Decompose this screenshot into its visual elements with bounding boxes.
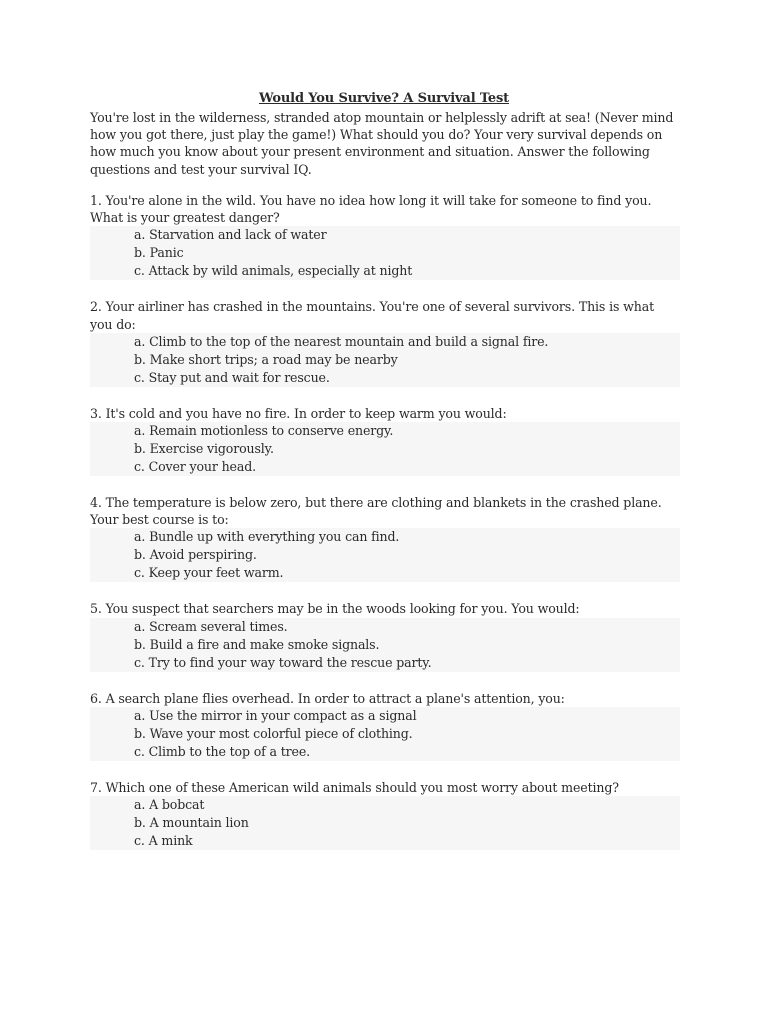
- option-c: c. Stay put and wait for rescue.: [134, 369, 330, 385]
- question-text: 2. Your airliner has crashed in the mountains. You're one of several survivors. This is what you do:: [90, 299, 654, 332]
- option-a: a. Climb to the top of the nearest mountain and build a signal fire.: [134, 333, 549, 349]
- question-7: [90, 779, 680, 850]
- option-list: [90, 707, 680, 761]
- question-2: [90, 298, 680, 386]
- question-list: [90, 192, 680, 868]
- question-text: 1. You're alone in the wild. You have no idea how long it will take for someone to find you. What is your greatest danger?: [90, 193, 652, 226]
- option-list: [90, 226, 680, 280]
- option-a: a. Bundle up with everything you can find.: [134, 529, 400, 545]
- document-title: Would You Survive? A Survival Test: [258, 91, 510, 106]
- option-list: [90, 422, 680, 476]
- option-a: a. Scream several times.: [134, 618, 288, 634]
- option-b: b. Panic: [134, 245, 184, 261]
- option-c: c. Climb to the top of a tree.: [134, 743, 310, 759]
- option-a: a. Starvation and lack of water: [134, 227, 327, 243]
- option-c: c. Try to find your way toward the rescue party.: [134, 654, 432, 670]
- question-text: 4. The temperature is below zero, but there are clothing and blankets in the crashed plane. Your best course is to:: [90, 495, 662, 528]
- option-list: [90, 618, 680, 672]
- option-b: b. Avoid perspiring.: [134, 547, 257, 563]
- question-text: 7. Which one of these American wild animals should you most worry about meeting?: [90, 779, 619, 795]
- question-text: 5. You suspect that searchers may be in the woods looking for you. You would:: [90, 601, 580, 617]
- option-list: [90, 333, 680, 387]
- option-c: c. A mink: [134, 833, 193, 849]
- option-b: b. Exercise vigorously.: [134, 441, 274, 457]
- option-list: [90, 796, 680, 850]
- option-a: a. Use the mirror in your compact as a signal: [134, 707, 417, 723]
- option-b: b. Wave your most colorful piece of clothing.: [134, 725, 413, 741]
- option-a: a. Remain motionless to conserve energy.: [134, 423, 394, 439]
- intro-paragraph: You're lost in the wilderness, stranded atop mountain or helplessly adrift at sea! (Never mind how you got there, just play the game!) What should you do? Your very survival depends on how much you know about your present environment and situation. Answer the following questions and test your survival IQ.: [90, 110, 674, 177]
- option-b: b. Make short trips; a road may be nearby: [134, 351, 398, 367]
- question-6: [90, 690, 680, 761]
- option-c: c. Keep your feet warm.: [134, 565, 284, 581]
- option-a: a. A bobcat: [134, 797, 205, 813]
- option-c: c. Cover your head.: [134, 459, 256, 475]
- option-b: b. A mountain lion: [134, 815, 249, 831]
- question-4: [90, 494, 680, 582]
- question-text: 6. A search plane flies overhead. In order to attract a plane's attention, you:: [90, 690, 565, 706]
- question-5: [90, 600, 680, 671]
- option-b: b. Build a fire and make smoke signals.: [134, 636, 380, 652]
- option-list: [90, 528, 680, 582]
- question-3: [90, 405, 680, 476]
- question-text: 3. It's cold and you have no fire. In order to keep warm you would:: [90, 405, 507, 421]
- question-1: [90, 192, 680, 280]
- option-c: c. Attack by wild animals, especially at night: [134, 263, 413, 279]
